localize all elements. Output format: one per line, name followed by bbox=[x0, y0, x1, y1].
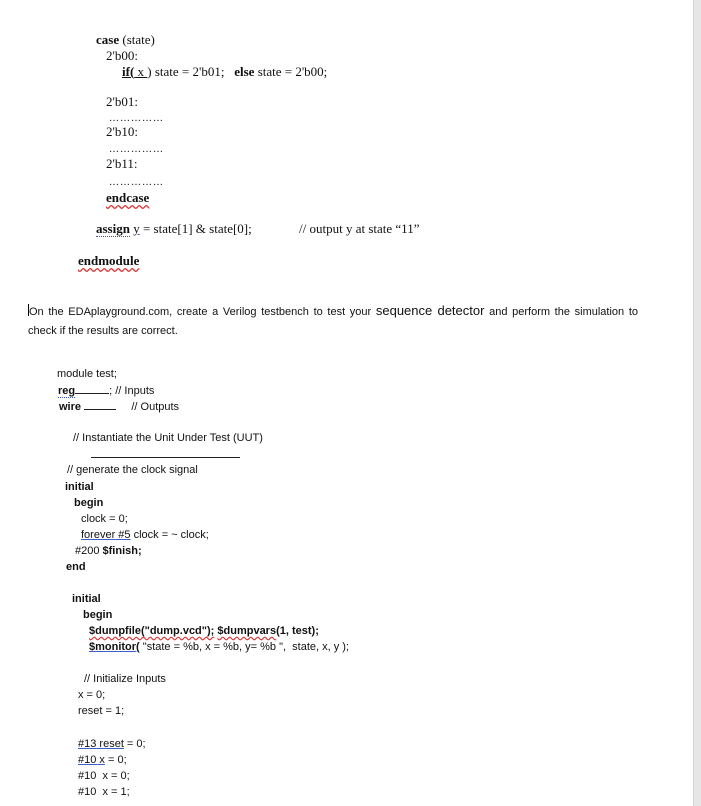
finish-line: #200 $finish; bbox=[75, 545, 142, 557]
module-test-line: module test; bbox=[57, 368, 117, 380]
begin-keyword-2: begin bbox=[83, 609, 113, 621]
x-delay-line-2: #10 x = 0; bbox=[78, 770, 130, 782]
endmodule-keyword: endmodule bbox=[78, 253, 140, 268]
init-inputs-comment: // Initialize Inputs bbox=[84, 673, 166, 685]
state-10-label: 2'b10: bbox=[106, 124, 138, 139]
dots-10: …………… bbox=[109, 144, 164, 155]
wire-blank[interactable] bbox=[84, 399, 116, 410]
monitor-line: $monitor( "state = %b, x = %b, y= %b ", state, x, y ); bbox=[89, 641, 349, 653]
dumpfile-call: $dumpfile("dump.vcd"); bbox=[89, 625, 215, 637]
reg-blank[interactable] bbox=[75, 383, 109, 394]
assign-line: assign y = state[1] & state[0]; bbox=[96, 221, 252, 236]
instruction-paragraph: On the EDAplayground.com, create a Verilog testbench to test your sequence detector and perform the simulation to check if the results are correct. bbox=[28, 303, 638, 337]
initial-keyword-1: initial bbox=[65, 481, 94, 493]
state-00-label: 2'b00: bbox=[106, 48, 138, 63]
reset-delay-line: #13 reset = 0; bbox=[78, 738, 146, 750]
initial-keyword-2: initial bbox=[72, 593, 101, 605]
state-01-label: 2'b01: bbox=[106, 94, 138, 109]
reset-init-line: reset = 1; bbox=[78, 705, 125, 717]
dump-line bbox=[89, 624, 319, 638]
uut-comment: // Instantiate the Unit Under Test (UUT) bbox=[73, 432, 263, 444]
dumpvars-args: (1, test); bbox=[276, 625, 319, 637]
clock-init-line: clock = 0; bbox=[81, 513, 128, 525]
x-delay-line-3: #10 x = 1; bbox=[78, 786, 130, 798]
forever-line: forever #5 clock = ~ clock; bbox=[81, 529, 209, 541]
dots-01: …………… bbox=[109, 113, 164, 124]
if-line: if( x ) state = 2'b01; else state = 2'b00; bbox=[122, 64, 328, 79]
case-line: case (state) bbox=[96, 32, 155, 47]
clock-comment: // generate the clock signal bbox=[67, 464, 198, 476]
uut-blank-line[interactable] bbox=[91, 457, 240, 458]
dumpvars-name: $dumpvars bbox=[217, 625, 277, 637]
end-keyword-1: end bbox=[66, 561, 86, 573]
vertical-scrollbar[interactable] bbox=[693, 0, 701, 806]
begin-keyword-1: begin bbox=[74, 497, 104, 509]
reg-line: reg ; // Inputs bbox=[58, 385, 155, 397]
x-init-line: x = 0; bbox=[78, 689, 106, 701]
dots-11: …………… bbox=[109, 177, 164, 188]
state-11-label: 2'b11: bbox=[106, 156, 138, 171]
endcase-keyword: endcase bbox=[106, 190, 150, 205]
assign-comment: // output y at state “11” bbox=[299, 221, 420, 236]
wire-line: wire // Outputs bbox=[59, 401, 180, 413]
x-delay-line-1: #10 x = 0; bbox=[78, 754, 127, 766]
